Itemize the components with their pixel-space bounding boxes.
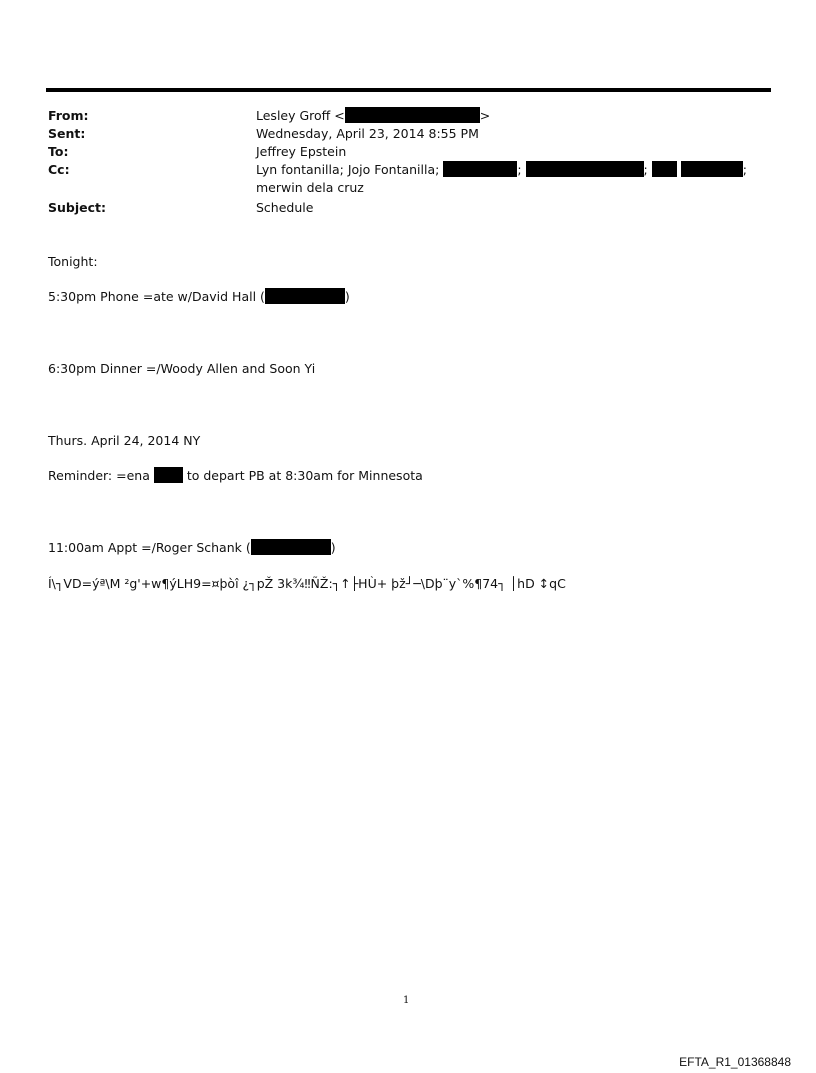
sent-value: Wednesday, April 23, 2014 8:55 PM: [256, 126, 479, 141]
body-garbled-text: Í\┐VD=ýª\M ²g'+w¶ýLH9=¤þòî ¿┐pŽ 3k¾‼ÑŽ:┐↑├HÙ+ þž┘─\Dþ¨y`%¶74┐ │hD ↕qC: [48, 576, 566, 591]
subject-value: Schedule: [256, 200, 314, 215]
body-phone-line: [48, 288, 350, 306]
appt-text: 11:00am Appt =/Roger Schank (: [48, 540, 251, 555]
page-number: 1: [403, 995, 410, 1006]
subject-label: Subject:: [48, 200, 106, 215]
redaction-box: [652, 161, 677, 177]
cc-separator: ;: [517, 162, 522, 177]
redaction-box: [265, 288, 345, 304]
from-label: From:: [48, 108, 89, 123]
cc-names: Lyn fontanilla; Jojo Fontanilla;: [256, 162, 440, 177]
to-value: Jeffrey Epstein: [256, 144, 347, 159]
phone-text: 5:30pm Phone =ate w/David Hall (: [48, 289, 265, 304]
appt-paren: ): [330, 540, 336, 555]
redaction-box: [526, 161, 644, 177]
from-name: Lesley Groff <: [256, 108, 345, 123]
cc-separator: ;: [742, 162, 747, 177]
redaction-box: [154, 467, 183, 483]
reminder-tail: to depart PB at 8:30am for Minnesota: [186, 468, 423, 483]
reminder-text: Reminder: =ena: [48, 468, 150, 483]
to-label: To:: [48, 144, 69, 159]
cc-separator: ;: [643, 162, 648, 177]
sent-label: Sent:: [48, 126, 86, 141]
cc-value-line2: merwin dela cruz: [256, 180, 364, 195]
header-rule: [46, 88, 771, 92]
from-bracket: >: [479, 108, 491, 123]
cc-label: Cc:: [48, 162, 70, 177]
body-thurs: Thurs. April 24, 2014 NY: [48, 433, 201, 448]
from-value: [256, 107, 490, 125]
redaction-box: [345, 107, 480, 123]
redaction-box: [681, 161, 743, 177]
bates-number: EFTA_R1_01368848: [679, 1055, 791, 1069]
body-dinner: 6:30pm Dinner =/Woody Allen and Soon Yi: [48, 361, 316, 376]
body-tonight: Tonight:: [48, 254, 98, 269]
cc-value-line1: [256, 161, 747, 179]
body-reminder-line: [48, 467, 423, 485]
body-appt-line: [48, 539, 336, 557]
phone-paren: ): [344, 289, 350, 304]
redaction-box: [443, 161, 517, 177]
redaction-box: [251, 539, 331, 555]
